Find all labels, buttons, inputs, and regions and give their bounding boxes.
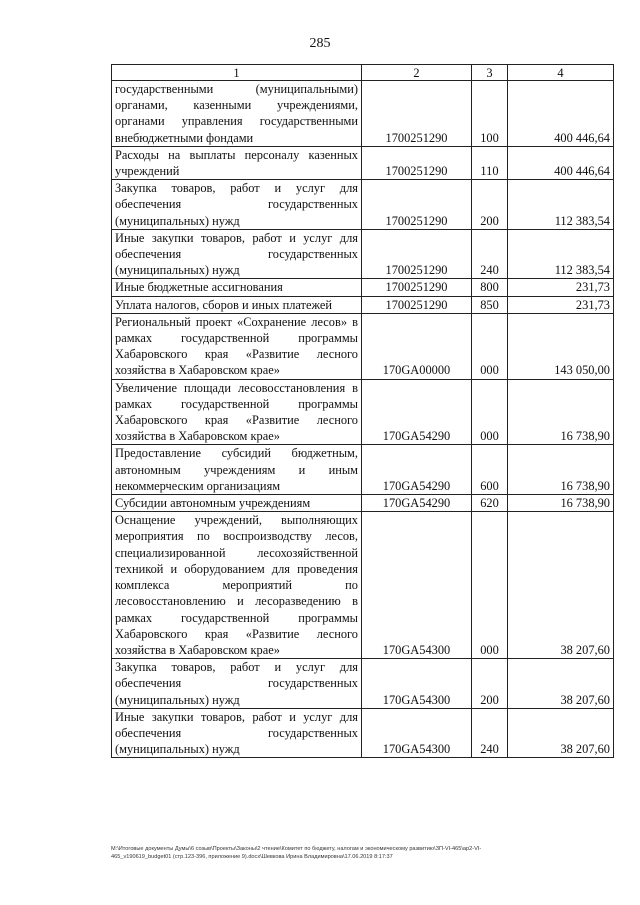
row-sum: 400 446,64 [508,81,614,147]
row-type: 000 [472,512,508,659]
table-row [112,708,614,758]
row-type: 200 [472,659,508,709]
row-type: 000 [472,313,508,379]
row-type: 600 [472,445,508,495]
footer-line-2: 465_v190619_budget01 (стр.123-396, приложение 9).docx\Шевкова Ирина Владимировна\17.06.2019 8:17:37 [111,854,393,860]
table-row [112,81,614,147]
row-sum: 38 207,60 [508,659,614,709]
row-sum: 16 738,90 [508,379,614,445]
row-name: Закупка товаров, работ и услуг для обеспечения государственных (муниципальных) нужд [112,180,362,230]
row-code: 1700251290 [362,229,472,279]
row-sum: 38 207,60 [508,512,614,659]
row-type: 200 [472,180,508,230]
table-row [112,146,614,179]
row-code: 1700251290 [362,81,472,147]
row-code: 170GA54300 [362,512,472,659]
row-type: 000 [472,379,508,445]
table-row [112,379,614,445]
row-type: 110 [472,146,508,179]
row-code: 170GA54300 [362,659,472,709]
row-sum: 231,73 [508,296,614,313]
column-header-code: 2 [362,65,472,81]
table-row [112,659,614,709]
row-code: 1700251290 [362,146,472,179]
row-sum: 112 383,54 [508,180,614,230]
column-header-name: 1 [112,65,362,81]
budget-table [111,64,614,758]
row-name: Иные бюджетные ассигнования [112,279,362,296]
table-row [112,180,614,230]
row-name: государственными (муниципальными) органами, казенными учреждениями, органами управления государственными внебюджетными фондами [112,81,362,147]
row-type: 850 [472,296,508,313]
row-code: 1700251290 [362,279,472,296]
row-name: Закупка товаров, работ и услуг для обеспечения государственных (муниципальных) нужд [112,659,362,709]
row-type: 620 [472,495,508,512]
row-name: Оснащение учреждений, выполняющих мероприятия по воспроизводству лесов, специализированной лесохозяйственной техникой и оборудованием для проведения комплекса мероприятий по лесовосстановлению и лесоразведению в рамках государственной программы Хабаровского края «Развитие лесного хозяйства в Хабаровском крае» [112,512,362,659]
row-code: 170GA54290 [362,379,472,445]
row-type: 240 [472,229,508,279]
row-name: Иные закупки товаров, работ и услуг для обеспечения государственных (муниципальных) нужд [112,708,362,758]
column-header-sum: 4 [508,65,614,81]
row-sum: 112 383,54 [508,229,614,279]
table-row [112,279,614,296]
row-type: 100 [472,81,508,147]
row-code: 170GA54290 [362,445,472,495]
column-header-type: 3 [472,65,508,81]
row-code: 170GA00000 [362,313,472,379]
row-sum: 16 738,90 [508,445,614,495]
row-name: Иные закупки товаров, работ и услуг для обеспечения государственных (муниципальных) нужд [112,229,362,279]
row-sum: 400 446,64 [508,146,614,179]
page-number: 285 [309,36,331,51]
row-sum: 38 207,60 [508,708,614,758]
row-code: 170GA54300 [362,708,472,758]
row-type: 240 [472,708,508,758]
row-name: Уплата налогов, сборов и иных платежей [112,296,362,313]
row-sum: 16 738,90 [508,495,614,512]
file-path-footer [111,845,615,861]
row-code: 170GA54290 [362,495,472,512]
row-code: 1700251290 [362,180,472,230]
table-header-row [112,65,614,81]
table-row [112,296,614,313]
row-name: Региональный проект «Сохранение лесов» в рамках государственной программы Хабаровского края «Развитие лесного хозяйства в Хабаровском крае» [112,313,362,379]
table-row [112,313,614,379]
row-sum: 231,73 [508,279,614,296]
row-name: Предоставление субсидий бюджетным, автономным учреждениям и иным некоммерческим организациям [112,445,362,495]
row-name: Увеличение площади лесовосстановления в рамках государственной программы Хабаровского края «Развитие лесного хозяйства в Хабаровском крае» [112,379,362,445]
table-row [112,495,614,512]
row-name: Субсидии автономным учреждениям [112,495,362,512]
row-sum: 143 050,00 [508,313,614,379]
table-row [112,512,614,659]
row-code: 1700251290 [362,296,472,313]
table-row [112,445,614,495]
row-type: 800 [472,279,508,296]
footer-line-1: M:\Итоговые документы Думы\6 созыв\Проекты\Законы\2 чтение\Комитет по бюджету, налогам и экономическому развитию\ЗП-VI-465\ар2-VI- [111,846,482,852]
row-name: Расходы на выплаты персоналу казенных учреждений [112,146,362,179]
table-row [112,229,614,279]
